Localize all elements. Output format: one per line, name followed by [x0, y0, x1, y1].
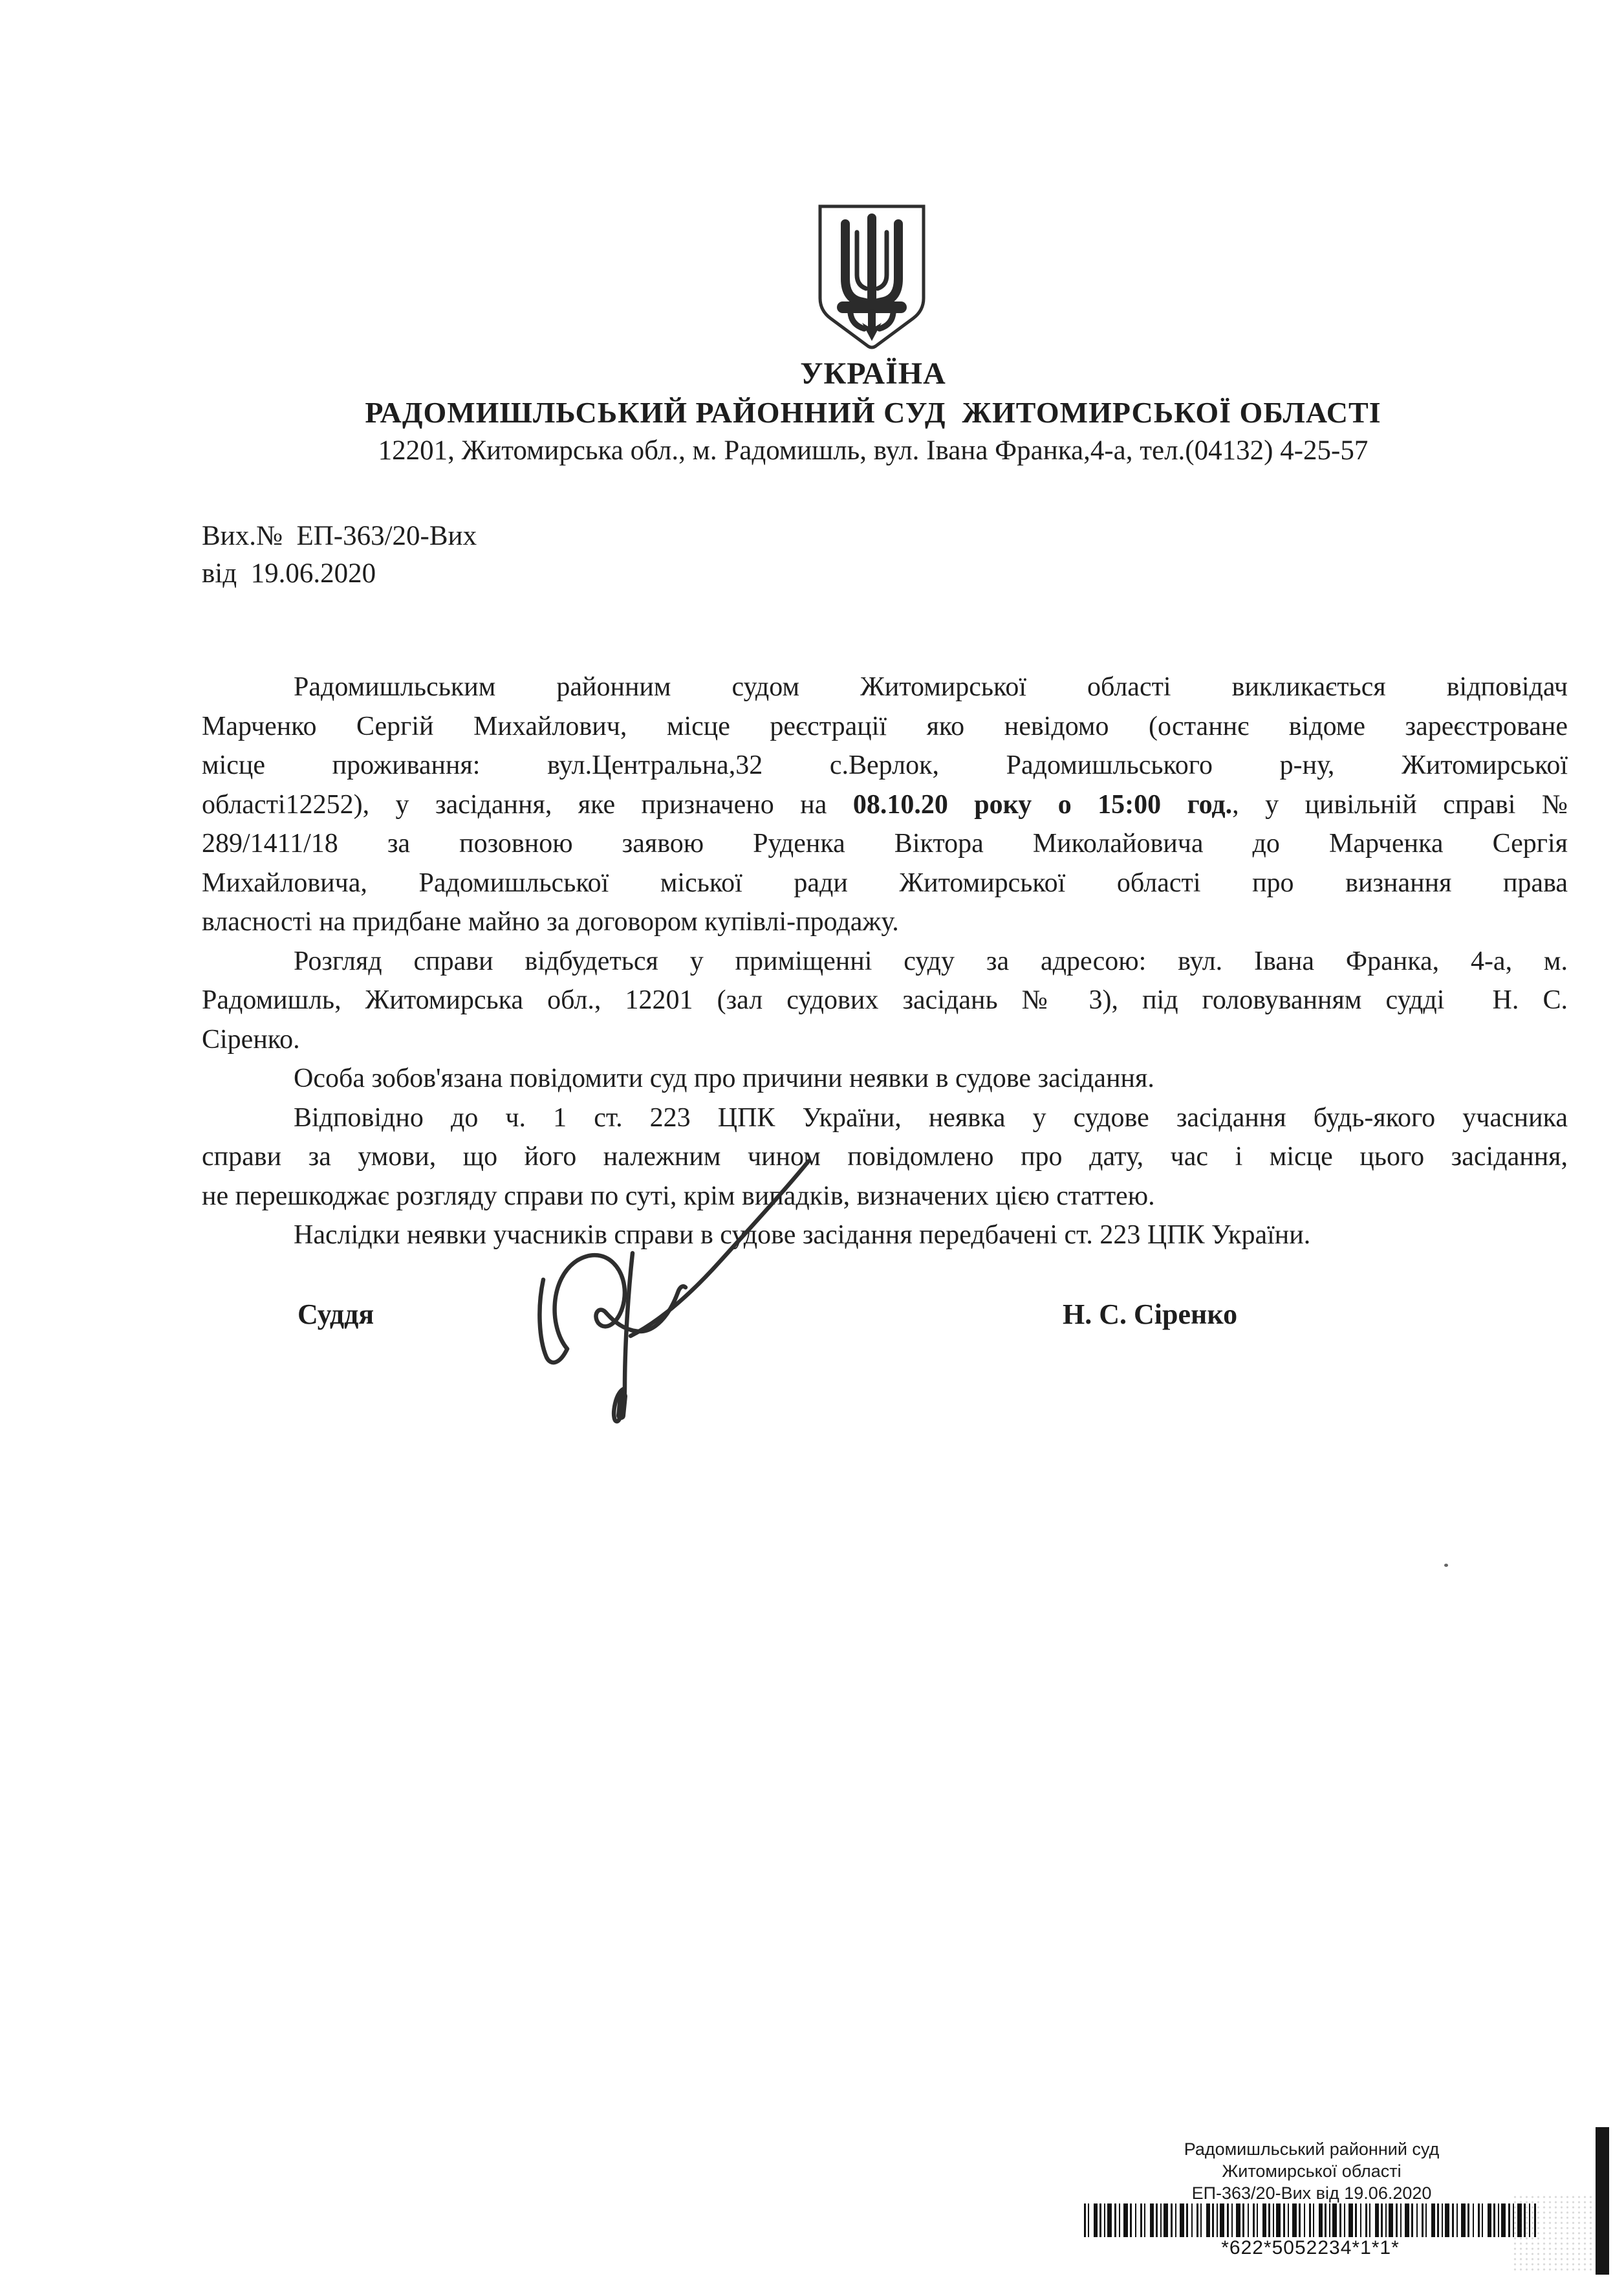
body-line: власності на придбане майно за договором купівлі-продажу.: [202, 907, 899, 937]
country-title: УКРАЇНА: [800, 356, 946, 391]
scan-noise-artifact: [1512, 2194, 1597, 2273]
scan-speck-artifact: [1444, 1564, 1448, 1567]
body-line: Марченко Сергій Михайлович, місце реєстрації яко невідомо (останнє відоме зареєстроване: [202, 711, 1568, 741]
body-line: Розгляд справи відбудеться у приміщенні суду за адресою: вул. Івана Франка, 4-а, м.: [294, 946, 1568, 976]
body-line: Радомишльським районним судом Житомирської області викликається відповідач: [294, 672, 1568, 702]
body-line: справи за умови, що його належним чином повідомлено про дату, час і місце цього засідання,: [202, 1142, 1568, 1172]
body-line: місце проживання: вул.Центральна,32 с.Верлок, Радомишльського р-ну, Житомирської: [202, 750, 1568, 780]
ukraine-coat-of-arms-icon: [816, 202, 927, 353]
barcode-number: *622*5052234*1*1*: [1221, 2237, 1400, 2258]
outgoing-number: Вих.№ ЕП-363/20-Вих: [202, 521, 477, 551]
court-name-heading: РАДОМИШЛЬСЬКИЙ РАЙОННИЙ СУД ЖИТОМИРСЬКОЇ ОБЛАСТІ: [365, 396, 1381, 429]
judge-name: Н. С. Сіренко: [1063, 1298, 1238, 1330]
body-line: 289/1411/18 за позовною заявою Руденка Віктора Миколайовича до Марченка Сергія: [202, 829, 1568, 858]
footer-stamp: [1150, 2138, 1473, 2204]
court-address-line: 12201, Житомирська обл., м. Радомишль, вул. Івана Франка,4-а, тел.(04132) 4-25-57: [378, 435, 1369, 466]
body-line: Наслідки неявки учасників справи в судове засідання передбачені ст. 223 ЦПК України.: [294, 1220, 1311, 1250]
body-line: Особа зобов'язана повідомити суд про причини неявки в судове засідання.: [294, 1064, 1154, 1093]
outgoing-date: від 19.06.2020: [202, 558, 376, 589]
barcode: [1084, 2203, 1537, 2237]
judge-signature: [511, 1126, 834, 1449]
reference-block: [202, 518, 477, 593]
scan-edge-artifact: [1596, 2127, 1609, 2275]
judge-label: Суддя: [298, 1298, 374, 1330]
body-text: [202, 668, 1568, 1255]
body-line: Відповідно до ч. 1 ст. 223 ЦПК України, неявка у судове засідання будь-якого учасника: [294, 1102, 1568, 1133]
stamp-court-region: Житомирської області: [1222, 2161, 1402, 2181]
stamp-ref-line: ЕП-363/20-Вих від 19.06.2020: [1191, 2183, 1432, 2203]
body-line: Сіренко.: [202, 1024, 300, 1055]
stamp-court-name: Радомишльський районний суд: [1184, 2139, 1440, 2159]
body-line: не перешкоджає розгляду справи по суті, крім випадків, визначених цією статтею.: [202, 1181, 1155, 1211]
body-line: Михайловича, Радомишльської міської ради Житомирської області про визнання права: [202, 868, 1568, 898]
body-line: області12252), у засідання, яке призначено на 08.10.20 року о 15:00 год., у цивільній справі №: [202, 789, 1568, 820]
body-line: Радомишль, Житомирська обл., 12201 (зал судових засідань № 3), під головуванням судді Н. С.: [202, 985, 1568, 1015]
